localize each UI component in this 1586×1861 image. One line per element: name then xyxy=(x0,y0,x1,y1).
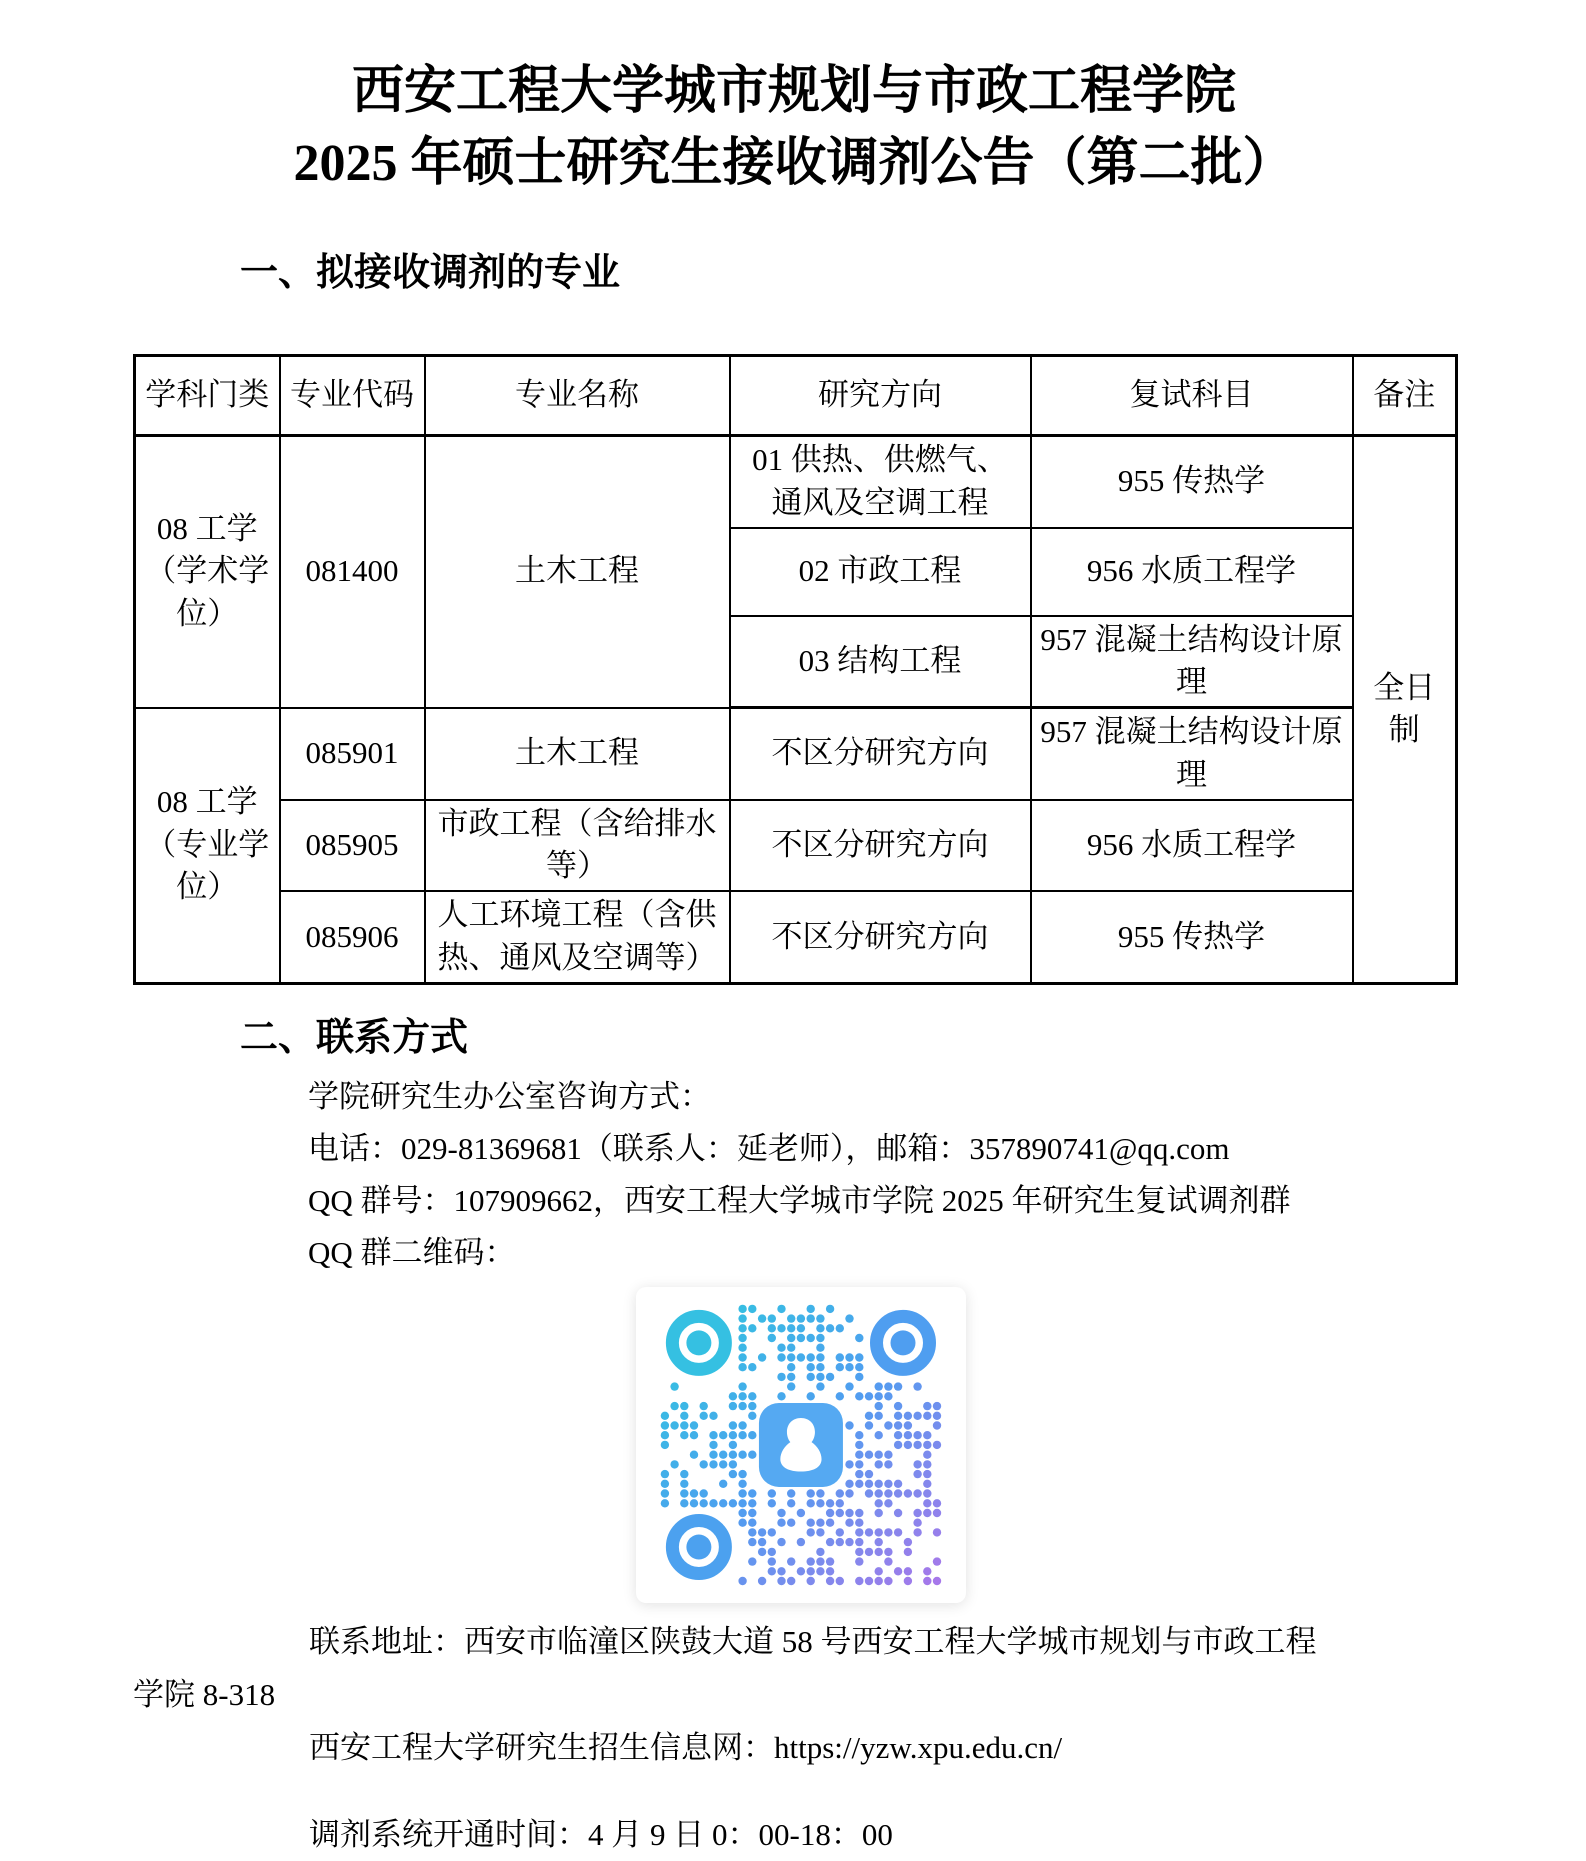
table-row xyxy=(135,708,1457,800)
col-header-direction: 研究方向 xyxy=(730,356,1031,436)
system-open-time-line: 调剂系统开通时间：4 月 9 日 0：00-18：00 xyxy=(309,1816,893,1852)
qr-finder-dot xyxy=(686,1534,711,1559)
cell-direction-085906: 不区分研究方向 xyxy=(730,891,1031,983)
cell-subject-955: 955 传热学 xyxy=(1031,436,1353,528)
cell-subject-956: 956 水质工程学 xyxy=(1031,528,1353,616)
cell-major-civil: 土木工程 xyxy=(425,436,730,708)
col-header-major: 专业名称 xyxy=(425,356,730,436)
cell-discipline-professional: 08 工学（专业学位） xyxy=(135,708,280,984)
col-header-remark: 备注 xyxy=(1353,356,1457,436)
cell-discipline-academic: 08 工学（学术学位） xyxy=(135,436,280,708)
cell-code-081400: 081400 xyxy=(280,436,425,708)
cell-direction-01: 01 供热、供燃气、通风及空调工程 xyxy=(730,436,1031,528)
title-line-1: 西安工程大学城市规划与市政工程学院 xyxy=(351,63,1236,120)
table-row xyxy=(135,891,1457,983)
cell-major-085905: 市政工程（含给排水等） xyxy=(425,800,730,892)
contact-info-block xyxy=(308,1071,1455,1279)
cell-code-085905: 085905 xyxy=(280,800,425,892)
cell-subject-085906: 955 传热学 xyxy=(1031,891,1353,983)
qr-finder-dot xyxy=(891,1330,916,1355)
qq-group-qr-code-graphic xyxy=(636,1287,966,1603)
col-header-code: 专业代码 xyxy=(280,356,425,436)
section1-heading: 一、拟接收调剂的专业 xyxy=(240,252,621,294)
table-row xyxy=(135,436,1457,528)
table-header-row xyxy=(135,356,1457,436)
address-line-1: 联系地址：西安市临潼区陕鼓大道 58 号西安工程大学城市规划与市政工程 xyxy=(309,1623,1317,1659)
cell-direction-03: 03 结构工程 xyxy=(730,616,1031,708)
contact-line-qq-group: QQ 群号：107909662，西安工程大学城市学院 2025 年研究生复试调剂群 xyxy=(308,1182,1291,1218)
cell-subject-085901: 957 混凝土结构设计原理 xyxy=(1031,708,1353,800)
address-line-2: 学院 8-318 xyxy=(133,1676,276,1712)
qq-group-qr-code xyxy=(636,1287,966,1603)
contact-line-office: 学院研究生办公室咨询方式： xyxy=(308,1078,711,1114)
contact-line-qr-label: QQ 群二维码： xyxy=(308,1234,516,1270)
title-line-2: 2025 年硕士研究生接收调剂公告（第二批） xyxy=(293,135,1295,192)
cell-direction-085905: 不区分研究方向 xyxy=(730,800,1031,892)
qr-finder-dot xyxy=(686,1330,711,1355)
cell-subject-085905: 956 水质工程学 xyxy=(1031,800,1353,892)
cell-direction-085901: 不区分研究方向 xyxy=(730,708,1031,800)
cell-code-085906: 085906 xyxy=(280,891,425,983)
cell-subject-957: 957 混凝土结构设计原理 xyxy=(1031,616,1353,708)
admission-website-line: 西安工程大学研究生招生信息网：https://yzw.xpu.edu.cn/ xyxy=(309,1729,1063,1765)
table-row xyxy=(135,800,1457,892)
cell-direction-02: 02 市政工程 xyxy=(730,528,1031,616)
contact-line-phone-email: 电话：029-81369681（联系人：延老师），邮箱：357890741@qq.com xyxy=(308,1130,1230,1166)
document-title xyxy=(133,56,1455,200)
cell-major-085906: 人工环境工程（含供热、通风及空调等） xyxy=(425,891,730,983)
col-header-discipline: 学科门类 xyxy=(135,356,280,436)
cell-major-085901: 土木工程 xyxy=(425,708,730,800)
section2-heading: 二、联系方式 xyxy=(240,1016,469,1059)
cell-remark-fulltime: 全日制 xyxy=(1353,436,1457,984)
col-header-subject: 复试科目 xyxy=(1031,356,1353,436)
cell-code-085901: 085901 xyxy=(280,708,425,800)
majors-table xyxy=(133,354,1458,985)
